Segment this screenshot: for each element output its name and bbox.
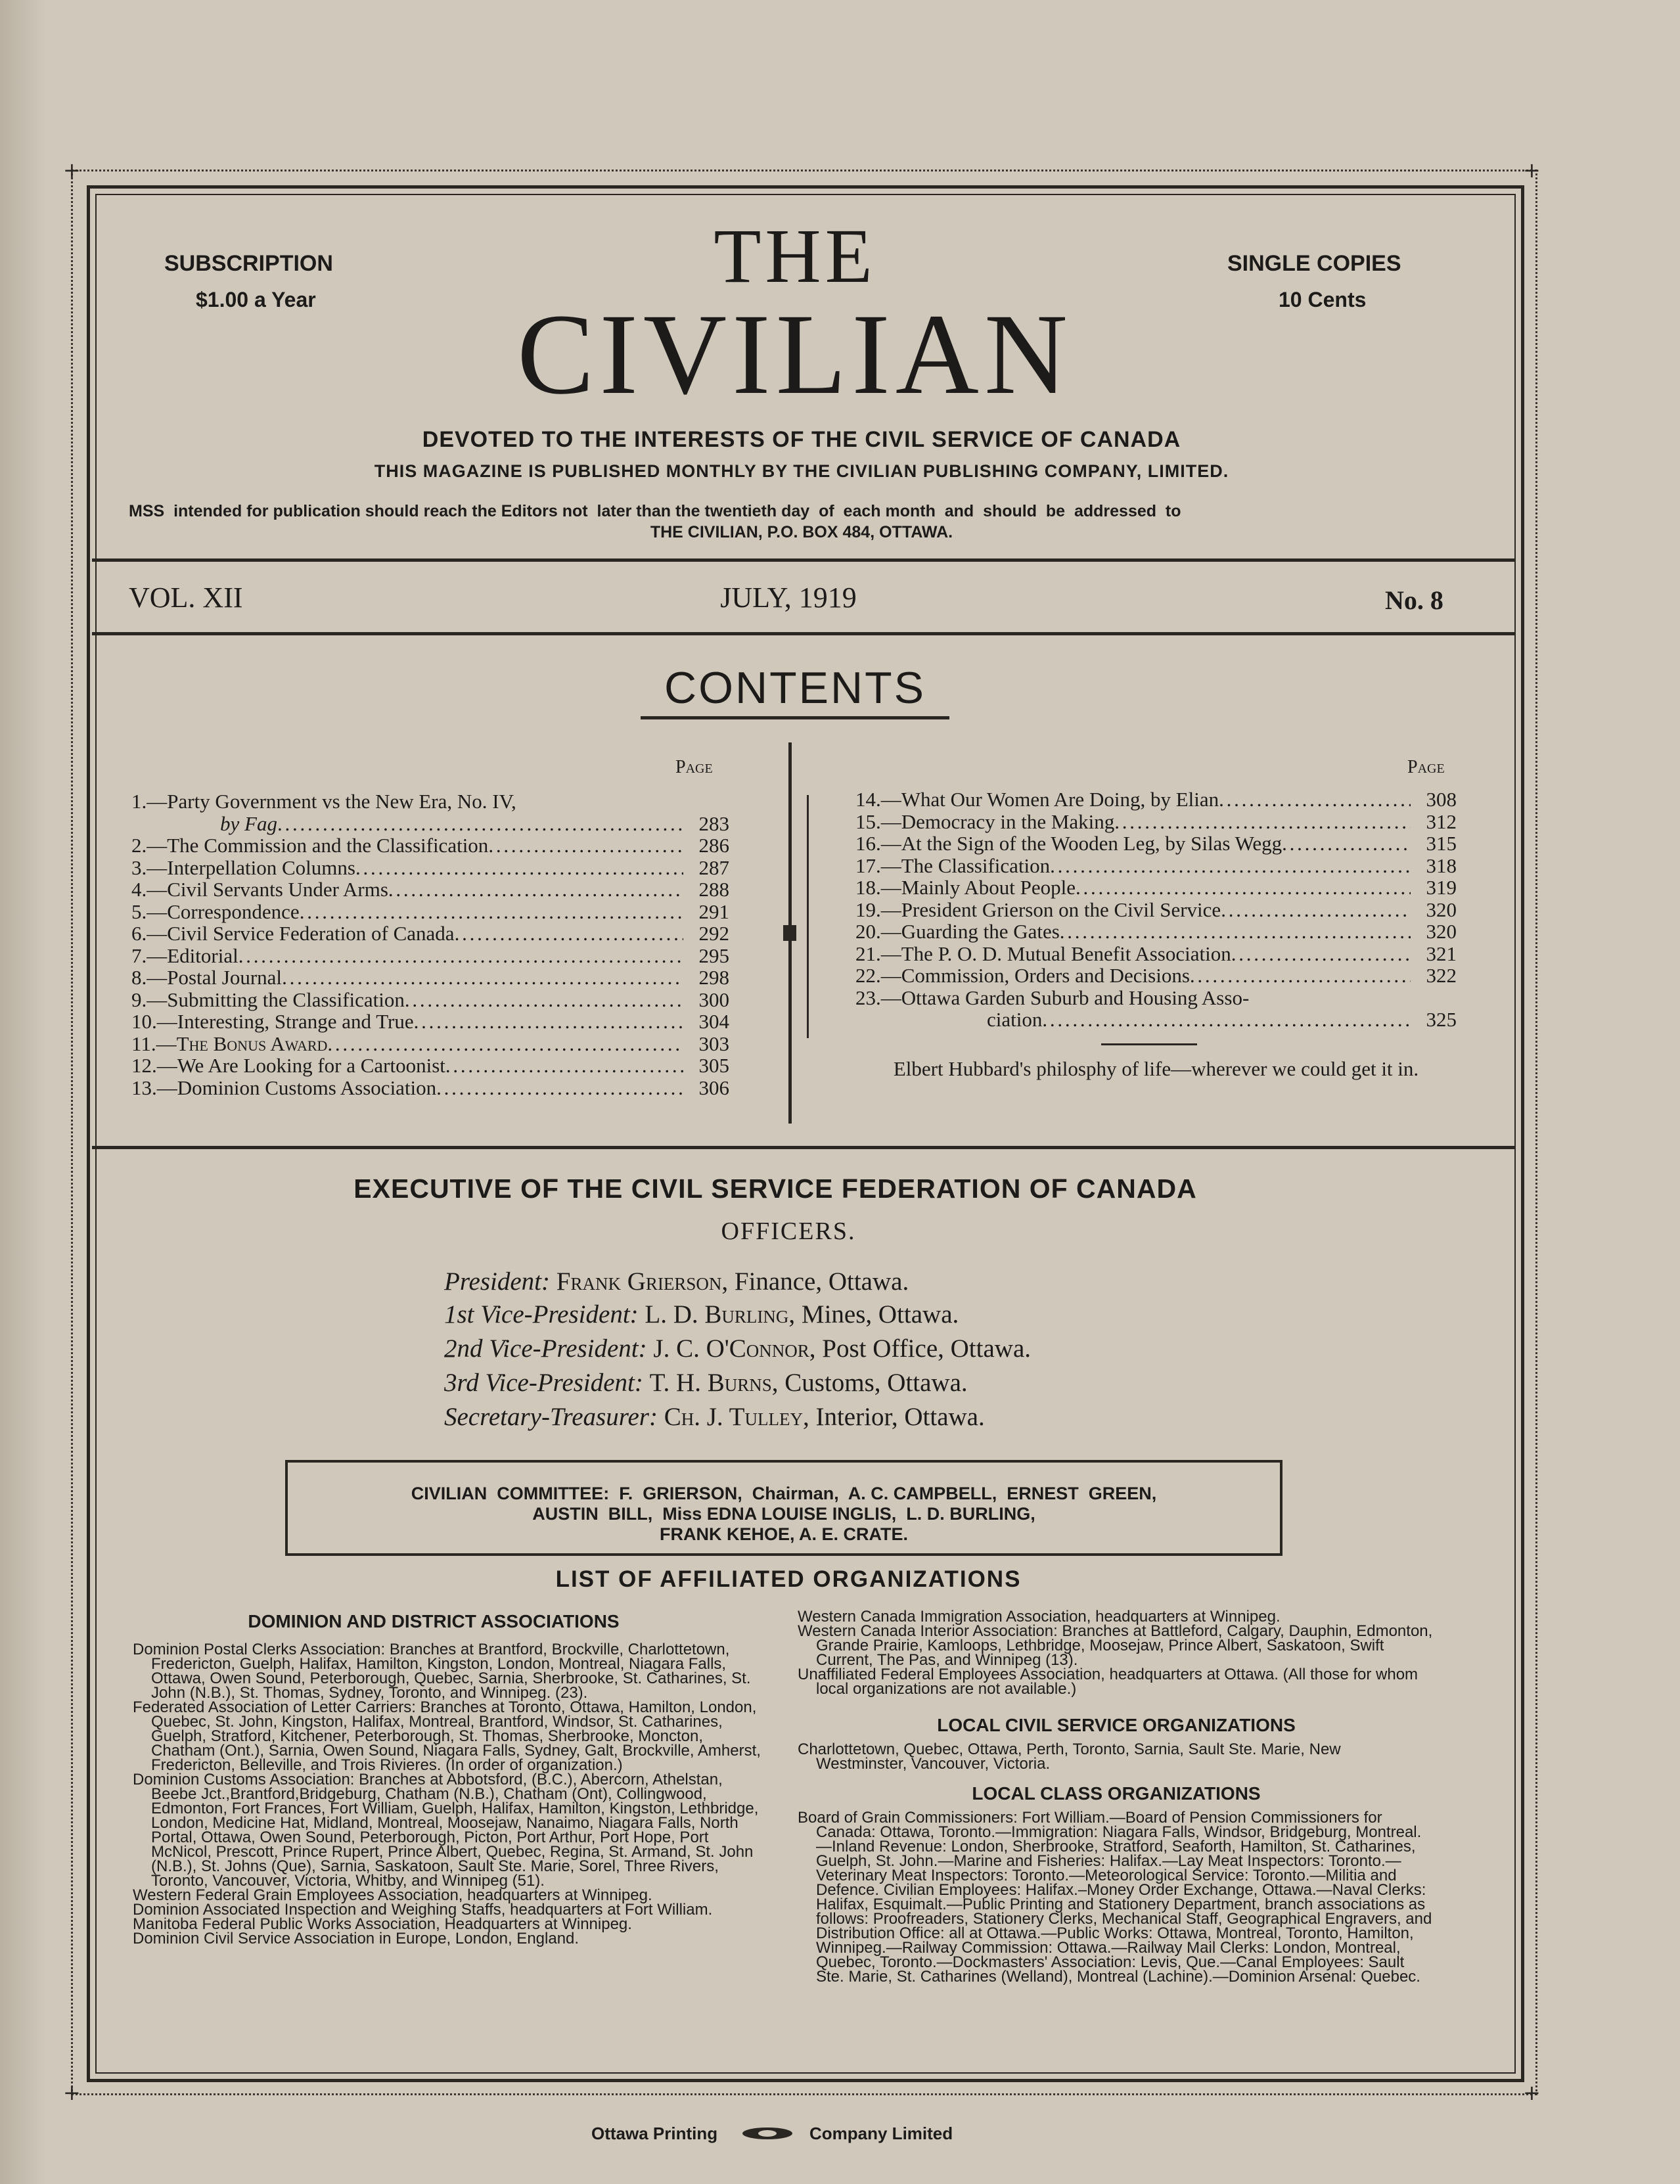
- org-entry: Dominion Civil Service Association in Europe, London, England.: [133, 1930, 579, 1947]
- toc-item: 17.—The Classification . . . 318: [855, 855, 1457, 877]
- toc-item: 2.—The Commission and the Classification . . . 286: [131, 834, 729, 857]
- officers-label: OFFICERS.: [721, 1217, 856, 1245]
- officer-first-vice-president: 1st Vice-President: L. D. Burling, Mines, Ottawa.: [444, 1300, 959, 1329]
- org-entry: Western Canada Immigration Association, headquarters at Winnipeg.: [798, 1608, 1281, 1626]
- column-rule: [807, 795, 809, 1038]
- mss-notice: MSS intended for publication should reach the Editors not later than the twentieth day of each month and should be addressed to: [129, 502, 1181, 520]
- toc-item: 6.—Civil Service Federation of Canada . . . 292: [131, 922, 729, 945]
- published-line: THIS MAGAZINE IS PUBLISHED MONTHLY BY THE CIVILIAN PUBLISHING COMPANY, LIMITED.: [374, 461, 1229, 481]
- committee-line: AUSTIN BILL, Miss EDNA LOUISE INGLIS, L. D. BURLING,: [532, 1504, 1035, 1524]
- officer-third-vice-president: 3rd Vice-President: T. H. Burns, Customs, Ottawa.: [444, 1369, 968, 1397]
- org-entry: Dominion Associated Inspection and Weighing Staffs, headquarters at Fort William.: [133, 1901, 713, 1919]
- corner-ornament: +: [63, 2080, 81, 2105]
- org-entry: Western Canada Interior Association: Branches at Battleford, Calgary, Dauphin, Edmonton, Grande Prairie, Kamloops, Lethbridge, Moosejaw, Prince Albert, Saskatoon, Swift Current, The Pas, and Winnipeg (13).: [798, 1622, 1433, 1669]
- issue-number: No. 8: [1385, 585, 1443, 615]
- hubbard-quote: Elbert Hubbard's philosphy of life—wherever we could get it in.: [893, 1057, 1419, 1080]
- local-class-heading: LOCAL CLASS ORGANIZATIONS: [972, 1783, 1261, 1804]
- org-entry: Federated Association of Letter Carriers: Branches at Toronto, Ottawa, Hamilton, London, Quebec, St. John, Kingston, Halifax, Montreal, Brantford, Windsor, St. Catharines, Guelph, Stratford, Kitchener, Peterborough, St. Thomas, Sherbrooke, Moncton, Chatham (Ont.), Sarnia, Owen Sound, Niagara Falls, Sydney, Galt, Brockville, Amherst, Fredericton, Belleville, and Trois Rivieres. (In order of organization.): [133, 1698, 761, 1774]
- org-entry: Manitoba Federal Public Works Association, Headquarters at Winnipeg.: [133, 1915, 632, 1933]
- affiliated-heading: LIST OF AFFILIATED ORGANIZATIONS: [555, 1566, 1022, 1592]
- corner-ornament: +: [1523, 2080, 1541, 2105]
- toc-item: 3.—Interpellation Columns . . . 287: [131, 857, 729, 879]
- org-entry: Dominion Customs Association: Branches at Abbotsford, (B.C.), Abercorn, Athelstan, Beebe Jct.,Brantford,Bridgeburg, Chatham (N.B.), Chatham (Ont), Collingwood, Edmonton, Fort Frances, Fort William, Guelph, Halifax, Hamilton, Kingston, Lethbridge, London, Medicine Hat, Midland, Montreal, Moosejaw, Nanaimo, Niagara Falls, North Portal, Ottawa, Owen Sound, Peterborough, Picton, Port Arthur, Port Hope, Port McNicol, Prescott, Prince Rupert, Prince Albert, Quebec, Regina, St. Armand, St. John (N.B.), St. Johns (Que), Sarnia, Saskatoon, Sault Ste. Marie, Sorel, Three Rivers, Toronto, Vancouver, Victoria, Whitby, and Winnipeg (51).: [133, 1771, 759, 1890]
- issue-date: JULY, 1919: [720, 581, 857, 614]
- contents-left-list: [131, 790, 729, 1099]
- page-label-right: Page: [1407, 757, 1445, 777]
- toc-item: 16.—At the Sign of the Wooden Leg, by Silas Wegg . . . 315: [855, 832, 1457, 855]
- toc-item: 11.—The Bonus Award . . . 303: [131, 1033, 729, 1055]
- toc-item: 14.—What Our Women Are Doing, by Elian . . . 308: [855, 788, 1457, 811]
- column-marker: [783, 925, 796, 941]
- devoted-line: DEVOTED TO THE INTERESTS OF THE CIVIL SERVICE OF CANADA: [422, 427, 1181, 452]
- officer-second-vice-president: 2nd Vice-President: J. C. O'Connor, Post Office, Ottawa.: [444, 1334, 1032, 1363]
- toc-item: ciation . . . 325: [855, 1009, 1457, 1031]
- volume: VOL. XII: [129, 581, 243, 614]
- mss-address: THE CIVILIAN, P.O. BOX 484, OTTAWA.: [650, 523, 953, 541]
- toc-item: 5.—Correspondence . . . 291: [131, 901, 729, 923]
- contents-title: CONTENTS: [664, 663, 926, 713]
- toc-item: 10.—Interesting, Strange and True . . . 304: [131, 1011, 729, 1033]
- toc-item: 20.—Guarding the Gates . . . 320: [855, 921, 1457, 943]
- committee-box: [285, 1460, 1283, 1556]
- officer-secretary-treasurer: Secretary-Treasurer: Ch. J. Tulley, Interior, Ottawa.: [444, 1403, 985, 1431]
- toc-item: 7.—Editorial . . . 295: [131, 945, 729, 967]
- short-rule: [1101, 1043, 1197, 1045]
- local-class-list: Board of Grain Commissioners: Fort William.—Board of Pension Commissioners for Canada: Ottawa, Toronto.—Immigration: Niagara Falls, Windsor, Bridgeburg, Montreal.—Inland Revenue: London, Sherbrooke, Stratford, Seaforth, Hamilton, St. Catharines, Guelph, St. John.—Marine and Fisheries: Halifax.—Lay Meat Inspectors: Toronto.—Veterinary Meat Inspectors: Toronto.—Meteorological Service: Toronto.—Militia and Defence. Civilian Employees: Halifax.–Money Order Exchange, Ottawa.—Naval Clerks: Halifax, Esquimalt.—Public Printing and Stationery Department, branch associations as follows: Proofreaders, Stationery Clerks, Mechanical Staff, Geographical Engravers, and Distribution Office: all at Ottawa.—Public Works: Ottawa, Montreal, Toronto, Hamilton, Winnipeg.—Railway Commission: Ottawa.—Railway Mail Clerks: London, Montreal, Quebec, Toronto.—Dockmasters' Association: Levis, Que.—Canal Employees: Sault Ste. Marie, St. Catharines (Welland), Montreal (Lachine).—Dominion Arsenal: Quebec.: [798, 1809, 1432, 1986]
- toc-item: 4.—Civil Servants Under Arms . . . 288: [131, 878, 729, 901]
- binding-edge: [0, 0, 46, 2184]
- dominion-heading: DOMINION AND DISTRICT ASSOCIATIONS: [248, 1611, 620, 1631]
- executive-heading: EXECUTIVE OF THE CIVIL SERVICE FEDERATION OF CANADA: [353, 1173, 1197, 1204]
- toc-item: 18.—Mainly About People . . . 319: [855, 876, 1457, 899]
- printer-right: Company Limited: [809, 2124, 953, 2143]
- org-entry: Dominion Postal Clerks Association: Branches at Brantford, Brockville, Charlottetown, Fredericton, Guelph, Halifax, Hamilton, Kingston, London, Montreal, Niagara Falls, Ottawa, Owen Sound, Peterborough, Quebec, Sarnia, Sherbrooke, St. Catharines, St. John (N.B.), St. Thomas, Sydney, Toronto, and Winnipeg. (23).: [133, 1641, 751, 1702]
- printer-logo: [740, 2126, 795, 2141]
- dominion-list: [133, 1643, 763, 1946]
- single-copies-price: 10 Cents: [1279, 288, 1367, 311]
- divider: [92, 1146, 1515, 1149]
- corner-ornament: +: [1523, 158, 1541, 183]
- page-label-left: Page: [675, 757, 713, 777]
- toc-item: 19.—President Grierson on the Civil Service . . . 320: [855, 899, 1457, 921]
- toc-item: 1.—Party Government vs the New Era, No. IV,: [131, 790, 516, 813]
- toc-item: 8.—Postal Journal . . . 298: [131, 967, 729, 989]
- committee-line: CIVILIAN COMMITTEE: F. GRIERSON, Chairman, A. C. CAMPBELL, ERNEST GREEN,: [411, 1484, 1157, 1503]
- printer-left: Ottawa Printing: [591, 2124, 718, 2143]
- officer-president: President: Frank Grierson, Finance, Ottawa.: [444, 1267, 909, 1296]
- toc-item: 9.—Submitting the Classification . . . 300: [131, 989, 729, 1011]
- western-list: [798, 1610, 1435, 1696]
- org-entry: Unaffiliated Federal Employees Association, headquarters at Ottawa. (All those for whom local organizations are not available.): [798, 1666, 1419, 1698]
- subscription-price: $1.00 a Year: [196, 288, 316, 311]
- toc-item: 21.—The P. O. D. Mutual Benefit Association . . . 321: [855, 943, 1457, 965]
- toc-item: 22.—Commission, Orders and Decisions . . . 322: [855, 965, 1457, 987]
- local-civil-list: Charlottetown, Quebec, Ottawa, Perth, Toronto, Sarnia, Sault Ste. Marie, New Westminster, Vancouver, Victoria.: [798, 1740, 1341, 1773]
- masthead-the: THE: [714, 213, 876, 299]
- toc-item: by Fag . . . 283: [131, 813, 729, 835]
- divider: [92, 558, 1515, 562]
- single-copies-label: SINGLE COPIES: [1227, 251, 1401, 276]
- divider: [92, 632, 1515, 635]
- contents-right-list: [855, 788, 1457, 1031]
- subscription-label: SUBSCRIPTION: [164, 251, 333, 276]
- toc-item: 23.—Ottawa Garden Suburb and Housing Asso-: [855, 986, 1250, 1009]
- toc-item: 15.—Democracy in the Making . . . 312: [855, 811, 1457, 833]
- masthead-title: CIVILIAN: [516, 290, 1074, 419]
- contents-underline: [641, 716, 949, 719]
- org-entry: Western Federal Grain Employees Association, headquarters at Winnipeg.: [133, 1886, 652, 1904]
- committee-line: FRANK KEHOE, A. E. CRATE.: [659, 1524, 908, 1544]
- toc-item: 13.—Dominion Customs Association . . . 306: [131, 1077, 729, 1099]
- toc-item: 12.—We Are Looking for a Cartoonist . . . 305: [131, 1055, 729, 1077]
- corner-ornament: +: [63, 158, 81, 183]
- local-civil-heading: LOCAL CIVIL SERVICE ORGANIZATIONS: [937, 1715, 1296, 1735]
